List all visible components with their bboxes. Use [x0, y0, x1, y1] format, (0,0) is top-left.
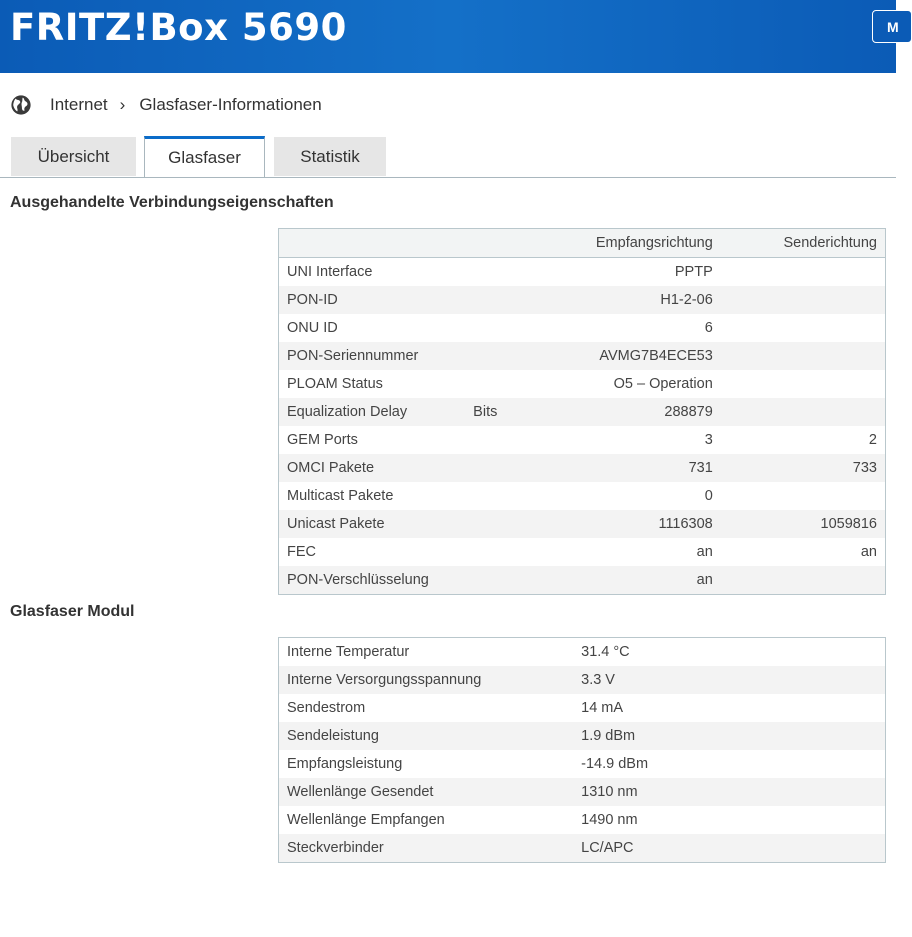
- row-label: FEC: [287, 544, 316, 560]
- breadcrumb-current: Glasfaser-Informationen: [139, 95, 322, 114]
- row-send: [713, 370, 886, 398]
- table-row: [279, 426, 886, 454]
- row-unit: [473, 370, 558, 398]
- row-receive: an: [696, 544, 713, 560]
- row-unit: [473, 342, 558, 370]
- row-value: 1490 nm: [581, 812, 638, 828]
- header-send: Senderichtung: [713, 229, 886, 258]
- table-row: [279, 566, 886, 595]
- row-receive: AVMG7B4ECE53: [558, 342, 713, 370]
- row-send: [713, 258, 886, 287]
- row-unit: [473, 482, 558, 510]
- row-receive: PPTP: [674, 264, 713, 280]
- table-row: [279, 834, 886, 863]
- tab-statistik[interactable]: Statistik: [274, 137, 386, 176]
- row-value: 3.3 V: [581, 666, 885, 694]
- row-unit: Bits: [473, 398, 558, 426]
- row-receive: 0: [704, 488, 713, 504]
- row-receive: an: [558, 566, 713, 595]
- row-label: Sendeleistung: [279, 722, 582, 750]
- row-label: ONU ID: [287, 320, 338, 336]
- row-receive: 6: [704, 320, 713, 336]
- row-send: [713, 314, 886, 342]
- row-label: Interne Versorgungsspannung: [279, 666, 582, 694]
- row-value: 14 mA: [581, 700, 624, 716]
- row-receive: 288879: [558, 398, 713, 426]
- row-send: 1059816: [713, 510, 886, 538]
- row-unit: [473, 538, 558, 566]
- module-table: [278, 637, 886, 863]
- row-send: [713, 482, 886, 510]
- table-row: [279, 510, 886, 538]
- top-bar: [0, 0, 899, 73]
- row-label: UNI Interface: [287, 264, 373, 280]
- row-label: Sendestrom: [287, 700, 366, 716]
- row-label: PON-Seriennummer: [279, 342, 474, 370]
- row-label: Steckverbinder: [279, 834, 582, 863]
- table-row: [279, 482, 886, 510]
- header-receive: Empfangsrichtung: [558, 229, 713, 258]
- row-receive: 1116308: [558, 510, 713, 538]
- table-row: [279, 286, 886, 314]
- row-send: 2: [868, 432, 877, 448]
- row-label: Wellenlänge Empfangen: [287, 812, 445, 828]
- table-row: [279, 454, 886, 482]
- row-unit: [473, 426, 558, 454]
- menu-button[interactable]: M: [872, 10, 912, 43]
- row-label: Wellenlänge Gesendet: [279, 778, 582, 806]
- table-header-row: [279, 229, 886, 258]
- row-send: [713, 566, 886, 595]
- row-send: [713, 286, 886, 314]
- header-unit: [473, 229, 558, 258]
- row-unit: [473, 510, 558, 538]
- row-value: 31.4 °C: [581, 644, 630, 660]
- row-value: -14.9 dBm: [581, 756, 649, 772]
- row-unit: [473, 286, 558, 314]
- table-row: [279, 666, 886, 694]
- row-value: LC/APC: [581, 834, 885, 863]
- row-receive: 731: [558, 454, 713, 482]
- connection-section-title: Ausgehandelte Verbindungseigenschaften: [10, 194, 334, 211]
- breadcrumb-internet-link[interactable]: Internet: [50, 95, 108, 114]
- row-send: [713, 398, 886, 426]
- connection-table: [278, 228, 886, 595]
- row-value: 1.9 dBm: [581, 722, 885, 750]
- row-label: Equalization Delay: [279, 398, 474, 426]
- table-row: [279, 314, 886, 342]
- chevron-right-icon: ›: [119, 95, 126, 114]
- row-send: an: [860, 544, 877, 560]
- row-unit: [473, 314, 558, 342]
- row-label: Interne Temperatur: [287, 644, 410, 660]
- row-send: [713, 342, 886, 370]
- table-row: [279, 806, 886, 834]
- row-send: 733: [713, 454, 886, 482]
- row-label: Multicast Pakete: [287, 488, 394, 504]
- row-label: OMCI Pakete: [279, 454, 474, 482]
- row-unit: [473, 454, 558, 482]
- row-receive: H1-2-06: [558, 286, 713, 314]
- row-value: 1310 nm: [581, 778, 885, 806]
- row-unit: [473, 258, 558, 287]
- breadcrumb: [10, 92, 322, 118]
- module-section-title: Glasfaser Modul: [10, 603, 135, 620]
- table-row: [279, 258, 886, 287]
- row-label: PLOAM Status: [287, 376, 383, 392]
- header-empty: [279, 229, 474, 258]
- table-row: [279, 750, 886, 778]
- row-label: Unicast Pakete: [279, 510, 474, 538]
- product-title: FRITZ!Box 5690: [10, 6, 347, 49]
- table-row: [279, 694, 886, 722]
- row-label: PON-Verschlüsselung: [279, 566, 474, 595]
- tab-bar: [0, 137, 896, 178]
- row-receive: O5 – Operation: [613, 376, 713, 392]
- row-label: GEM Ports: [287, 432, 358, 448]
- row-unit: [473, 566, 558, 595]
- table-row: [279, 722, 886, 750]
- row-label: Empfangsleistung: [287, 756, 403, 772]
- table-row: [279, 398, 886, 426]
- globe-icon: [10, 94, 32, 116]
- row-label: PON-ID: [279, 286, 474, 314]
- table-row: [279, 538, 886, 566]
- table-row: [279, 778, 886, 806]
- table-row: [279, 370, 886, 398]
- tab-uebersicht[interactable]: Übersicht: [11, 137, 136, 176]
- table-row: [279, 342, 886, 370]
- row-receive: 3: [704, 432, 713, 448]
- tab-glasfaser[interactable]: Glasfaser: [144, 136, 265, 177]
- table-row: [279, 638, 886, 667]
